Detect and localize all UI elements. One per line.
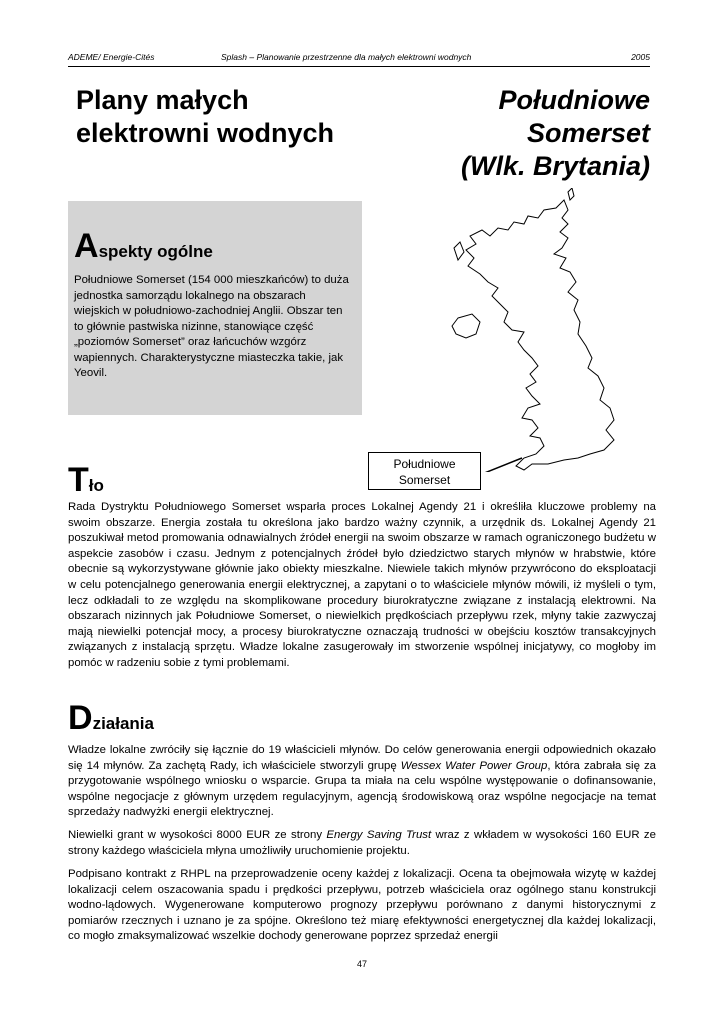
text-segment: Władze lokalne zwróciły się łącznie do 19 właścicieli młynów. Do celów generowania energii odpowiednich okazało się 14 młynów. Za zachętą Rady, ich właściciele stworzyli grupę	[68, 744, 656, 772]
actions-paragraph-2	[68, 828, 656, 859]
heading-initial: T	[68, 461, 89, 499]
header-document-title: Splash – Planowanie przestrzenne dla małych elektrowni wodnych	[221, 52, 472, 62]
actions-paragraph-1	[68, 743, 656, 821]
heading-rest: ziałania	[92, 714, 154, 733]
page-number: 47	[356, 959, 367, 969]
callout-pointer	[482, 458, 522, 472]
heading-rest: ło	[88, 476, 104, 495]
page-header	[68, 52, 650, 67]
background-text: Rada Dystryktu Południowego Somerset wsparła proces Lokalnej Agendy 21 i określiła kluczowe problemy na swoim obszarze. Energia została tu określona jako bardzo ważny czynnik, a urzędnik ds. Lokalnej Agendy 21 poszukiwał metod promowania odnawialnych źródeł energii na swoim obszarze w ramach ograniczonego budżetu w aspekcie zasobów i czasu. Jednym z potencjalnych źródeł było dziedzictwo starych młynów w hrabstwie, które obecnie są wykorzystywane głównie jako obiekty mieszkalne. Niewiele takich młynów przywrócono do eksploatacji w celu potencjalnego generowania energii elektrycznej, a zapytani o to właściciele młynów mówili, iż myśleli o tym, lecz odkładali to ze względu na skomplikowane procedury biurokratyczne związane z instalacją elektrowni. Na obszarach nizinnych jak Południowe Somerset, o niewielkich prędkościach przepływu rzek, młyny takie zazwyczaj mają niewielki potencjał mocy, a procesy biurokratyczne oznaczają trudności w obejściu kosztów transakcyjnych związanych z instalacją sprzętu. Władze lokalne zasugerowały im stworzenie wspólnej inicjatywy, co mogłoby im pomóc w radzeniu sobie z tymi problemami.	[68, 501, 656, 669]
text-segment: Niewielki grant w wysokości 8000 EUR ze strony	[68, 829, 327, 841]
map-callout-label	[368, 452, 481, 490]
callout-line-1: Południowe	[393, 457, 456, 471]
location-line-3: (Wlk. Brytania)	[460, 151, 650, 181]
title-line-1: Plany małych	[76, 85, 249, 115]
actions-paragraph-3: Podpisano kontrakt z RHPL na przeprowadzenie oceny każdej z lokalizacji. Ocena ta obejmowała wizytę w każdej lokalizacji celem oszacowania spadu i prędkości przepływu, potrzeb właściciela oraz ogólnego stanu konstrukcji wodno-lądowych. Wygenerowane komputerowo prognozy przepływu porównano z danymi historycznymi z pomiarów rzecznych i uznano je za spójne. Określono też miarę efektywności energetycznej dla każdej lokalizacji, co mogło zmaksymalizować wszelkie dochody generowane poprzez sprzedaż energii	[68, 868, 656, 943]
header-organization: ADEME/ Energie-Cités	[68, 52, 155, 62]
northern-ireland-outline	[452, 314, 480, 338]
actions-heading	[68, 700, 154, 743]
group-name: Wessex Water Power Group	[400, 759, 548, 772]
heading-rest: spekty ogólne	[98, 242, 213, 261]
text-segment: wraz z wkładem w wysokości 160 EUR ze strony każdego właściciela młyna umożliwiły uruchomienie projektu.	[68, 829, 656, 857]
background-heading	[68, 462, 104, 505]
hebrides-outline	[454, 242, 464, 260]
general-aspects-box	[68, 201, 362, 415]
document-title	[76, 84, 396, 150]
location-title	[350, 84, 650, 183]
shetland-outline	[568, 188, 574, 200]
title-line-2: elektrowni wodnych	[76, 118, 335, 148]
heading-initial: D	[68, 699, 93, 737]
general-aspects-heading	[74, 227, 362, 267]
organization-name: Energy Saving Trust	[326, 829, 432, 841]
general-aspects-text: Południowe Somerset (154 000 mieszkańców) to duża jednostka samorządu lokalnego na obszarach wiejskich w południowo-zachodniej Anglii. Obszar ten to głównie pastwiska nizinne, stanowiące część „poziomów Somerset” oraz łańcuchów wzgórz wapiennych. Charakterystyczne miasteczka takie, jak Yeovil.	[74, 274, 349, 379]
callout-line-2: Somerset	[398, 473, 451, 487]
location-line-1: Południowe	[498, 85, 650, 115]
great-britain-outline	[466, 200, 614, 470]
header-year: 2005	[631, 52, 650, 62]
text-segment: , która zabrała się za przygotowanie wspólnego wniosku o wsparcie. Grupa ta miała na celu wspólne występowanie o dofinansowanie, wspólne negocjacje z głównym urzędem regulacyjnym, agencją środowiskową oraz wspólne negocjacje na temat sprzedaży nadwyżki energii elektrycznej.	[68, 759, 656, 819]
heading-initial: A	[74, 227, 99, 265]
uk-map-illustration	[428, 188, 654, 472]
location-line-2: Somerset	[526, 118, 650, 148]
